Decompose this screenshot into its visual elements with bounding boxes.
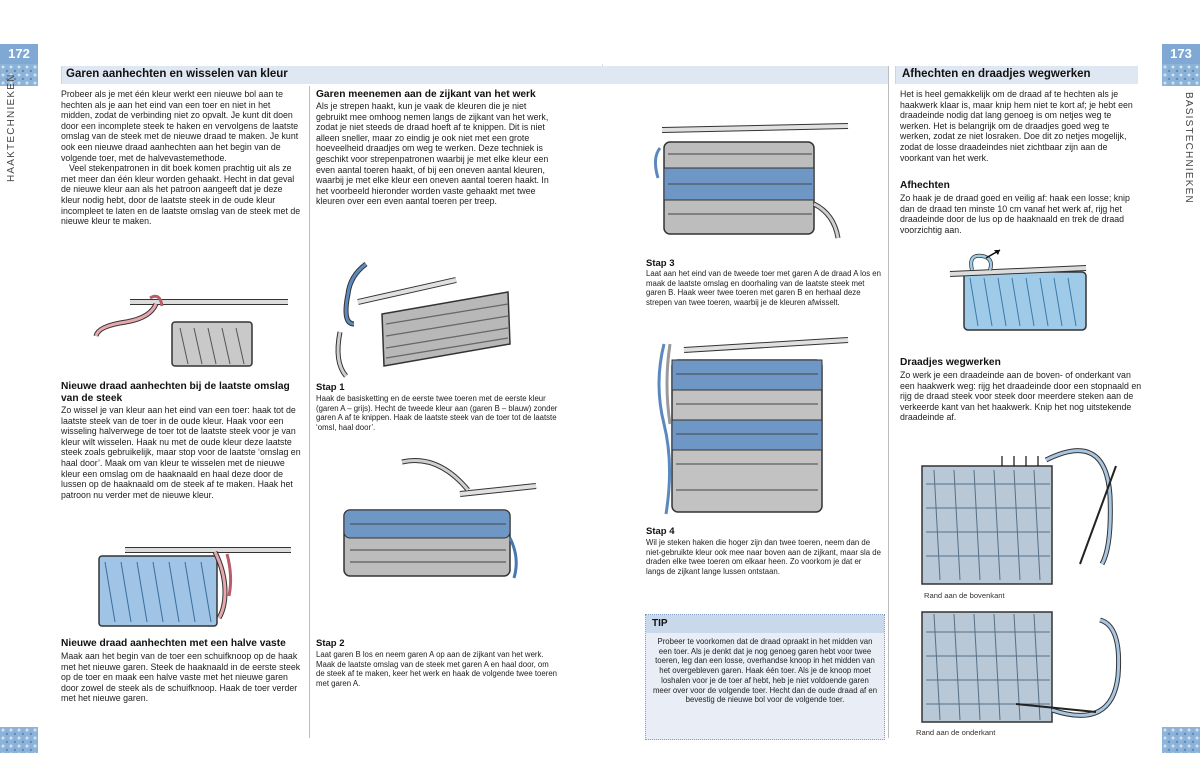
page-number-left: 172 [0,44,38,64]
illustration-half-stitch-join [95,540,295,630]
column-divider-2 [888,66,889,738]
subheading-weave-ends: Draadjes wegwerken [900,357,1001,368]
text-carry: Als je strepen haakt, kun je vaak de kleuren die je niet gebruikt mee omhoog nemen langs de zijkant van het werk, zodat je niet steeds de draad hoeft af te knippen. Dit is niet alleen sneller, maar zo eindig je ook niet met een grote hoeveelheid draadjes om weg te werken. Deze techniek is geschikt voor strepenpatronen waarbij je met elke kleur een even aantal toeren haakt, of bij een oneven aantal kleuren, waarbij je met elke kleur een oneven aantal toeren haakt. In het voorbeeld hieronder worden vaste gehaakt met twee kleuren over een even aantal toeren per treep. [316,101,549,207]
texture-swatch-bottom-left [0,727,38,753]
illustration-step-3 [652,108,852,244]
side-label-right: BASISTECHNIEKEN [1183,92,1194,204]
text-fasten-off: Zo haak je de draad goed en veilig af: haak een losse; knip dan de draad ten minste 10 cm vanaf het werk af, rijg het draadeinde door de lus op de haaknaald en trek de draad voorzichtig aan. [900,193,1130,235]
column-divider-1 [309,86,310,738]
illustration-weave-top [920,440,1130,588]
illustration-step-4 [652,334,852,520]
section-heading-join: Garen aanhechten en wisselen van kleur [66,68,288,80]
texture-swatch-top-right [1162,64,1200,86]
illustration-step-2 [340,458,540,582]
step-3-text: Laat aan het eind van de tweede toer met garen A de draad A los en maak de laatste omslag en doorhaling van de laatste steek met garen B. Haak weer twee toeren met garen B en herhaal deze strepen van twee toeren, waarbij je de kleuren afwisselt. [646,269,881,307]
texture-swatch-bottom-right [1162,727,1200,753]
caption-bottom-edge: Rand aan de onderkant [916,728,996,737]
tip-label: TIP [646,615,884,633]
step-2-text: Laat garen B los en neem garen A op aan de zijkant van het werk. Maak de laatste omslag van de steek met garen A en haal door, om de steek af te maken, keer het werk en haak de volgende twee toeren met garen A. [316,650,557,688]
subheading-half-stitch: Nieuwe draad aanhechten met een halve vaste [61,638,286,649]
step-1-label: Stap 1 [316,382,345,393]
caption-top-edge: Rand aan de bovenkant [924,591,1005,600]
step-4-label: Stap 4 [646,526,675,537]
intro-text-join [61,89,301,227]
subheading-fasten-off: Afhechten [900,180,950,191]
subheading-last-yarnover: Nieuwe draad aanhechten bij de laatste omslag van de steek [61,381,290,404]
text-half-stitch: Maak aan het begin van de toer een schuifknoop op de haak met het nieuwe garen. Steek de haaknaald in de eerste steek op de toer en maak een halve vaste met het nieuwe garen door zowel de steek als de schuifknoop. Haak de toer verder met het nieuwe garen. [61,651,301,704]
illustration-weave-bottom [920,608,1130,728]
intro-text-finish: Het is heel gemakkelijk om de draad af te hechten als je haakwerk klaar is, maar knip hem niet te kort af; je hebt een draadeinde nodig dat lang genoeg is om netjes weg te werken. Het is belangrijk om de draadjes goed weg te werken, zodat ze niet losraken. Doe dit zo netjes mogelijk, zodat de losse draadeindes niet zichtbaar zijn aan de voorkant van het werk. [900,89,1133,163]
tip-box [645,614,885,740]
step-1-text: Haak de basisketting en de eerste twee toeren met de eerste kleur (garen A – grijs). Hecht de tweede kleur aan (garen B – blauw) zonder garen A af te knippen. Haak de laatste steek van de toer tot de laatste ‘omsl, haal door’. [316,394,558,432]
illustration-step-1 [338,262,518,380]
page-number-right: 173 [1162,44,1200,64]
step-2-label: Stap 2 [316,638,345,649]
text-weave-ends: Zo werk je een draadeinde aan de boven- of onderkant van een haakwerk weg: rijg het draadeinde door een stopnaald en rijg de draad steek voor steek door meerdere steken aan de verkeerde kant van het haakwerk. Knip het nog uitstekende draadeinde af. [900,370,1142,423]
step-3-label: Stap 3 [646,258,675,269]
section-heading-carry: Garen meenemen aan de zijkant van het werk [316,89,536,100]
intro-paragraph-2: Veel stekenpatronen in dit boek komen prachtig uit als ze met meer dan één kleur worden gehaakt. Hecht in dat geval de nieuwe kleur aan als het patroon aangeeft dat je deze kleur nodig hebt, door de laatste steek in de oude kleur incompleet te laten en de laatste omslag van de steek met de nieuwe kleur te maken. [61,163,301,227]
text-last-yarnover: Zo wissel je van kleur aan het eind van een toer: haak tot de laatste steek van de toer in de oude kleur. Haak voor een wisseling halverwege de toer tot de laatste steek voor je van kleur wilt wisselen. Haak nu met de oude kleur deze laatste steek zoals gebruikelijk, maar stop voor de laatste ‘omslag en haal door’. Maak om van kleur te wisselen met de nieuwe kleur een omslag om de haaknaald en haal deze door de lussen op de haaknaald om de steek af te maken. Haak het patroon nu verder met de nieuwe kleur. [61,405,301,500]
intro-paragraph-1: Probeer als je met één kleur werkt een nieuwe bol aan te hechten als je aan het eind van een toer en niet in het midden, zodat de verbinding niet zo opvalt. Je kunt dit doen door een incomplete steek te haken en vervolgens de laatste omslag van de steek met de nieuwe draad te maken. Je kunt ook een nieuwe draad aanhechten aan het begin van de volgende toer, met de halvevastemethode. [61,89,299,163]
illustration-fasten-off [930,244,1090,336]
side-label-left: HAAKTECHNIEKEN [6,73,17,182]
section-heading-finish: Afhechten en draadjes wegwerken [902,68,1091,80]
step-4-text: Wil je steken haken die hoger zijn dan twee toeren, neem dan de niet-gebruikte kleur ook mee naar boven aan de zijkant, maar sla de draden elke twee toeren om elkaar heen. Zo voorkom je dat er langs de zijkant lange lussen ontstaan. [646,538,881,576]
tip-text: Probeer te voorkomen dat de draad opraakt in het midden van een toer. Als je denkt dat je nog genoeg garen hebt voor twee toeren, leg dan een losse, overhandse knoop in het midden van het overgebleven garen. Haak één toer. Als je de knoop moet loshalen voor je de toer af hebt, heb je niet voldoende garen meer over voor de volgende toer. Hecht dan de oude draad af en bevestig de nieuwe bol voor de volgende toer. [652,637,878,705]
illustration-last-yarnover [90,292,290,372]
